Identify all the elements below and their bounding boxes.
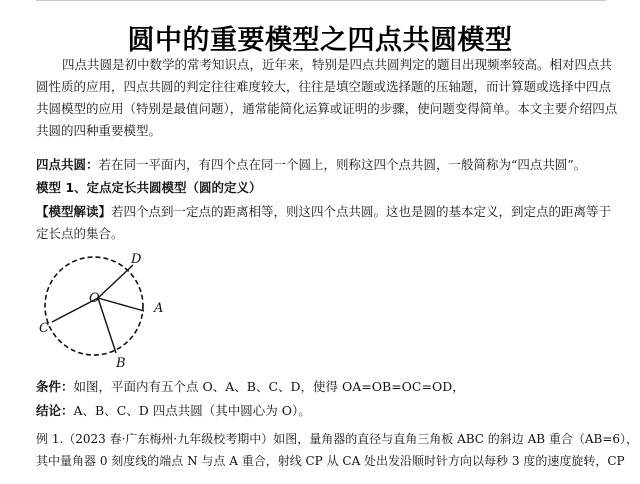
- segment-OD: [98, 265, 133, 298]
- intro-line-3: 共圆模型的应用（特别是最值问题），通常能简化运算或证明的步骤，使问题变得简单。本文主要介绍四点: [36, 101, 618, 116]
- label-B: B: [116, 356, 126, 371]
- condition-text: 如图，平面内有五个点 O、A、B、C、D，使得 OA=OB=OC=OD，: [73, 379, 465, 394]
- label-O: O: [89, 291, 100, 306]
- label-C: C: [39, 321, 49, 336]
- intro-paragraph: [36, 54, 618, 142]
- conclusion-paragraph: [36, 400, 606, 422]
- example-line-1: 例 1.（2023 春·广东梅州·九年级校考期中）如图，量角器的直径与直角三角板 ABC 的斜边 AB 重合（AB=6），: [36, 432, 639, 446]
- condition-paragraph: [36, 376, 606, 398]
- intro-line-2: 圆性质的应用，四点共圆的判定往往难度较大，往往是填空题或选择题的压轴题，而计算题或选择中四点: [36, 79, 612, 94]
- model1-explain-paragraph: [36, 201, 612, 245]
- conclusion-text: A、B、C、D 四点共圆（其中圆心为 O）。: [73, 403, 311, 418]
- segment-OA: [98, 298, 144, 311]
- page-title: 圆中的重要模型之四点共圆模型: [127, 25, 513, 56]
- model1-explain-line-1: 若四个点到一定点的距离相等，则这四个点共圆。这也是圆的基本定义，到定点的距离等于: [111, 204, 612, 219]
- model1-explain-label: 【模型解读】: [36, 204, 112, 219]
- segment-OB: [98, 298, 116, 353]
- example-paragraph: [36, 428, 639, 472]
- model1-heading-block: [36, 177, 606, 199]
- model1-explain-line-2: 定长点的集合。: [36, 226, 124, 241]
- four-points-circle-diagram: [36, 248, 176, 374]
- example-line-2: 其中量角器 0 刻度线的端点 N 与点 A 重合，射线 CP 从 CA 处出发沿顺时针方向以每秒 3 度的速度旋转，CP: [36, 454, 625, 468]
- intro-line-4: 共圆的四种重要模型。: [36, 123, 162, 138]
- label-A: A: [154, 301, 164, 316]
- definition-text: 若在同一平面内，有四个点在同一个圆上，则称这四个点共圆，一般简称为“四点共圆”。: [98, 157, 587, 172]
- model1-heading: 模型 1、定点定长共圆模型（圆的定义）: [36, 180, 262, 195]
- label-D: D: [131, 252, 142, 267]
- conclusion-label: 结论：: [36, 403, 74, 418]
- condition-label: 条件：: [36, 379, 74, 394]
- definition-paragraph: [36, 154, 606, 176]
- intro-line-1: 四点共圆是初中数学的常考知识点，近年来，特别是四点共圆判定的题目出现频率较高。相对四点共: [62, 57, 613, 72]
- definition-label: 四点共圆：: [36, 157, 99, 172]
- top-rule: [36, 0, 606, 1]
